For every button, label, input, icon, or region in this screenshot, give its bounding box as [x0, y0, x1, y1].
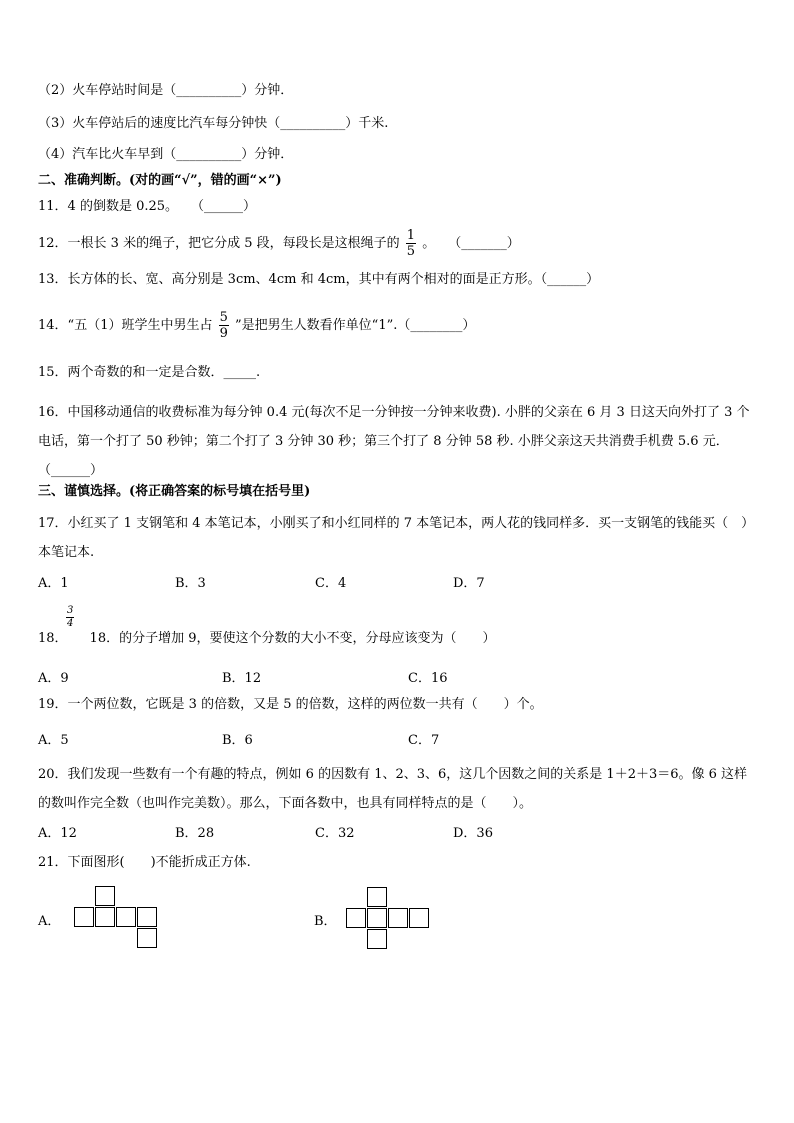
question-14-blank: ”是把男生人数看作单位“1”.（________） [235, 318, 476, 333]
fraction-five-ninths [219, 311, 229, 340]
net-square [137, 907, 157, 927]
fraction-numerator: 3 [67, 605, 74, 616]
q20-option-a: A．12 [38, 826, 77, 841]
q20-option-b: B．28 [175, 826, 215, 841]
q21-option-b-label: B． [314, 914, 337, 929]
net-square [367, 929, 387, 949]
q21-option-a-label: A． [38, 914, 61, 929]
fraction-one-fifth [406, 229, 416, 258]
question-10-part-3: （3）火车停站后的速度比汽车每分钟快（__________）千米. [38, 116, 389, 131]
question-18-text: 18．的分子增加 9，要使这个分数的大小不变，分母应该变为（ ） [89, 631, 496, 646]
q20-option-c: C．32 [315, 826, 355, 841]
fraction-three-quarters [66, 606, 74, 629]
question-12-blank: 。 （_______） [422, 236, 520, 251]
cube-net-a [74, 886, 164, 956]
question-10-part-2: （2）火车停站时间是（__________）分钟． [38, 83, 294, 98]
net-square [95, 886, 115, 906]
fraction-denominator: 4 [67, 618, 74, 629]
question-10-part-4: （4）汽车比火车早到（__________）分钟． [38, 147, 294, 162]
net-square [137, 928, 157, 948]
question-15: 15．两个奇数的和一定是合数．_____. [38, 365, 261, 380]
q17-option-a: A．1 [38, 576, 69, 591]
question-20-stem: 20．我们发现一些数有一个有趣的特点，例如 6 的因数有 1、2、3、6，这几个因数之间的关系是 1＋2＋3＝6。像 6 这样的数叫作完全数（也叫作完美数）。那么，下面各数中，也具有同样特点的是（ ）。 [38, 767, 748, 811]
fraction-numerator: 1 [406, 228, 416, 243]
net-square [116, 907, 136, 927]
cube-net-b [346, 887, 436, 957]
fraction-denominator: 9 [219, 326, 228, 341]
q17-option-b: B．3 [175, 576, 206, 591]
q18-option-b: B．12 [222, 671, 262, 686]
q17-option-d: D．7 [453, 576, 485, 591]
net-square [74, 907, 94, 927]
question-11: 11．4 的倒数是 0.25。 （______） [38, 199, 257, 214]
q20-option-d: D．36 [453, 826, 493, 841]
net-square [95, 907, 115, 927]
question-18-number: 18． [38, 631, 68, 646]
question-12-text: 12．一根长 3 米的绳子，把它分成 5 段，每段长是这根绳子的 [38, 236, 400, 251]
fraction-denominator: 5 [406, 244, 416, 259]
question-12 [38, 229, 520, 258]
net-square [409, 908, 429, 928]
question-21-stem: 21．下面图形( )不能折成正方体. [38, 855, 251, 870]
question-14-text: 14．“五（1）班学生中男生占 [38, 318, 213, 333]
question-18-stem [38, 631, 496, 647]
q17-option-c: C．4 [315, 576, 347, 591]
q18-option-a: A．9 [38, 671, 69, 686]
net-square [367, 887, 387, 907]
fraction-numerator: 5 [219, 310, 228, 325]
question-19-stem: 19．一个两位数，它既是 3 的倍数，又是 5 的倍数，这样的两位数一共有（ ）个。 [38, 697, 543, 712]
net-square [346, 908, 366, 928]
question-14 [38, 311, 475, 340]
net-square [388, 908, 408, 928]
q19-option-b: B．6 [222, 733, 253, 748]
section-3-title: 三、谨慎选择。(将正确答案的标号填在括号里) [38, 484, 311, 499]
question-13: 13．长方体的长、宽、高分别是 3cm、4cm 和 4cm，其中有两个相对的面是正方形。（______） [38, 272, 600, 287]
question-16: 16．中国移动通信的收费标准为每分钟 0.4 元(每次不足一分钟按一分钟来收费). 小胖的父亲在 6 月 3 日这天向外打了 3 个电话，第一个打了 50 秒钟；第二个打了 3 分钟 30 秒；第三个打了 8 分钟 58 秒. 小胖父亲这天共消费手机费 5.6 元．（______） [38, 405, 750, 478]
q18-option-c: C．16 [408, 671, 448, 686]
section-2-title: 二、准确判断。(对的画“√”，错的画“×”) [38, 173, 282, 188]
q19-option-a: A．5 [38, 733, 69, 748]
q19-option-c: C．7 [408, 733, 440, 748]
net-square [367, 908, 387, 928]
question-17-stem: 17．小红买了 1 支钢笔和 4 本笔记本，小刚买了和小红同样的 7 本笔记本，两人花的钱同样多．买一支钢笔的钱能买（ ）本笔记本. [38, 516, 755, 560]
